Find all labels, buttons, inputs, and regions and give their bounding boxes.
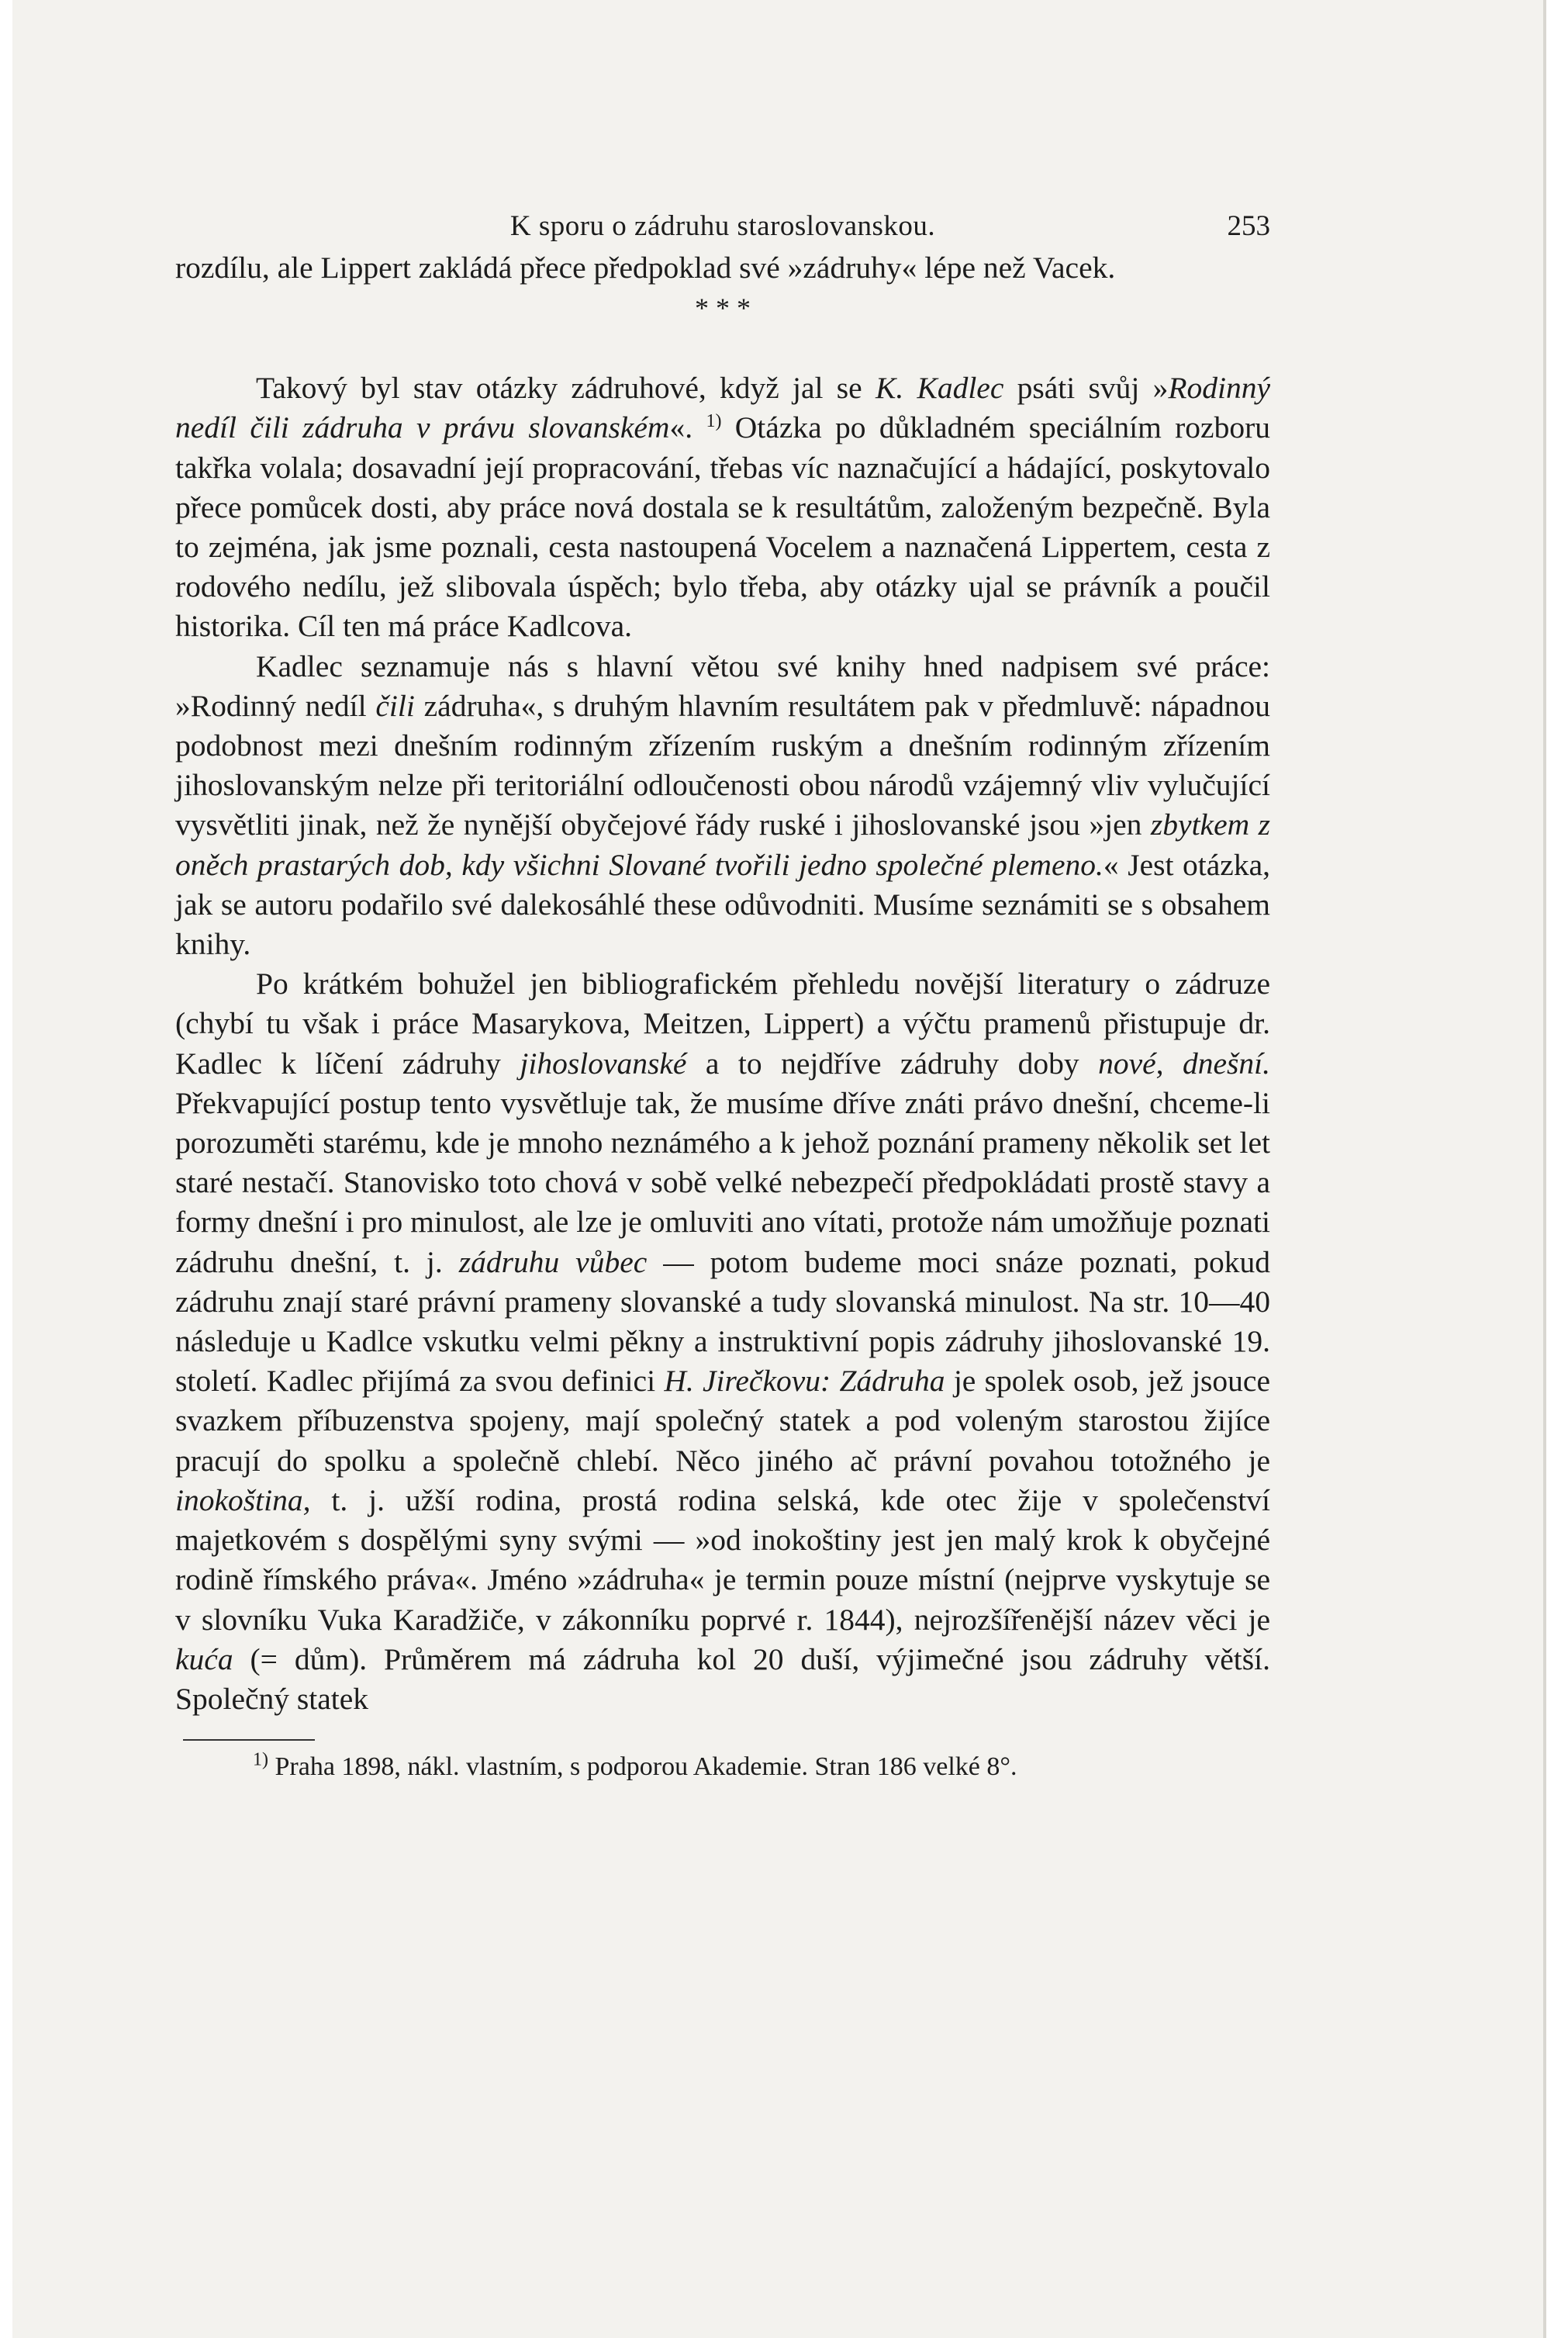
p4-text-3: Překvapující postup tento vysvětluje tak, že musíme dříve znáti právo dnešní, chceme-li porozuměti starému, kde je mnoho neznámého a k jehož poznání prameny několik set let staré nestačí. Stanovisko toto chová v sobě velké nebezpečí předpokládati prostě stavy a formy dnešní i pro minulost, ale lze je omluviti ano vítati, protože nám umožňuje poznati zádruhu dnešní, t. j. — [175, 1085, 1270, 1279]
p4-text-6: t. j. užší rodina, prostá rodina selská, kde otec žije v společenství majetkovém s dospělými syny svými — »od inokoštiny jest jen malý krok k obyčejné rodině římského práva«. Jméno »zádruha« je termin pouze místní (nejprve vyskytuje se v slovníku Vuka Karadžiče, v zákonníku poprvé r. 1844), nejrozšířenější název věci je — [175, 1482, 1270, 1637]
p4-italic-1: jihoslovanské — [520, 1046, 687, 1081]
p4-text-7: (= dům). Průměrem má zádruha kol 20 duší, výjimečné jsou zádruhy větší. Společný statek — [175, 1641, 1270, 1716]
footnote-text: Praha 1898, nákl. vlastním, s podporou Akademie. Stran 186 velké 8°. — [268, 1752, 1017, 1782]
p2-text-3: «. — [669, 410, 706, 445]
footnote-rule — [183, 1739, 315, 1741]
running-head — [175, 194, 1270, 248]
p2-text-1: Takový byl stav otázky zádruhové, když jal se — [256, 371, 876, 406]
p2-italic-book-title: Rodinný nedíl čili zádruha v právu slovanském — [175, 371, 1270, 445]
paragraph-2 — [175, 368, 1270, 646]
footnote-marker: 1) — [253, 1749, 268, 1770]
page-number: 253 — [1227, 210, 1270, 242]
p3-text-2: zádruha«, s druhým hlavním resultátem pak v předmluvě: nápadnou podobnost mezi dnešním rodinným zřízením ruským a dnešním rodinným zřízením jihoslovanským nelze při teritoriální odloučenosti obou národů vzájemný vliv vylučující vysvětliti jinak, než že nynější obyčejové řády ruské i jihoslovanské jsou »jen — [175, 688, 1270, 842]
paragraph-3 — [175, 647, 1270, 965]
section-break-stars: * * * — [695, 292, 751, 324]
p4-text-5: je spolek osob, jež jsouce svazkem příbuzenstva spojeny, mají společný statek a pod voleným starostou žijíce pracují do spolku a společně chlebí. Něco jiného ač právní povahou totožného je — [175, 1364, 1270, 1478]
p3-italic-2: zbytkem z oněch prastarých dob, kdy všichni Slované tvořili jedno společné plemeno. — [175, 808, 1271, 882]
p4-italic-3: zádruhu vůbec — [458, 1244, 648, 1279]
footnote-reference: 1) — [706, 411, 722, 432]
p2-text-4: Otázka po důkladném speciálním rozboru takřka volala; dosavadní její propracování, třebas víc naznačující a hádající, poskytovalo přece pomůcek dosti, aby práce nová dostala se k resultátům, založeným bezpečně. Byla to zejména, jak jsme poznali, cesta nastoupená Vocelem a naznačená Lippertem, cesta z rodového nedílu, jež slibovala úspěch; bylo třeba, aby otázky ujal se právník a poučil historika. Cíl ten má práce Kadlcova. — [175, 410, 1270, 644]
running-title: K sporu o zádruhu staroslovanskou. — [509, 210, 936, 242]
p4-italic-6: kuća — [175, 1641, 233, 1676]
text-block — [175, 194, 1270, 1786]
footnote — [175, 1748, 1270, 1786]
p3-italic-1: čili — [375, 688, 415, 723]
p4-italic-5: inokoština, — [175, 1482, 311, 1517]
p4-text-2: a to nejdříve zádruhy doby — [686, 1046, 1099, 1081]
paragraph-4 — [175, 964, 1270, 1719]
p4-text-4: — potom budeme moci snáze poznati, pokud zádruhu znají staré právní prameny slovanské a tudy slovanská minulost. Na str. 10—40 následuje u Kadlce vskutku velmi pěkny a instruktivní popis zádruhy jihoslovanské 19. století. Kadlec přijímá za svou definici — [175, 1244, 1271, 1399]
paragraph-1: rozdílu, ale Lippert zakládá přece předpoklad své »zádruhy« lépe než Vacek. — [175, 251, 1116, 285]
p3-text-3: « Jest otázka, jak se autoru podařilo své dalekosáhlé these odůvodniti. Musíme seznámiti se s obsahem knihy. — [175, 847, 1270, 962]
page-scan — [12, 0, 1546, 2338]
p2-italic-author: K. Kadlec — [875, 371, 1004, 406]
p4-italic-4: H. Jirečkovu: Zádruha — [664, 1364, 945, 1399]
p2-text-2: psáti svůj » — [1003, 371, 1169, 406]
p4-text-1: Po krátkém bohužel jen bibliografickém přehledu novější literatury o zádruze (chybí tu však i práce Masarykova, Meitzen, Lippert) a výčtu pramenů přistupuje dr. Kadlec k líčení zádruhy — [175, 967, 1270, 1081]
p3-text-1: Kadlec seznamuje nás s hlavní větou své knihy hned nadpisem své práce: »Rodinný nedíl — [175, 648, 1270, 723]
body-text — [175, 248, 1270, 1719]
p4-italic-2: nové, dnešní. — [1098, 1046, 1270, 1081]
